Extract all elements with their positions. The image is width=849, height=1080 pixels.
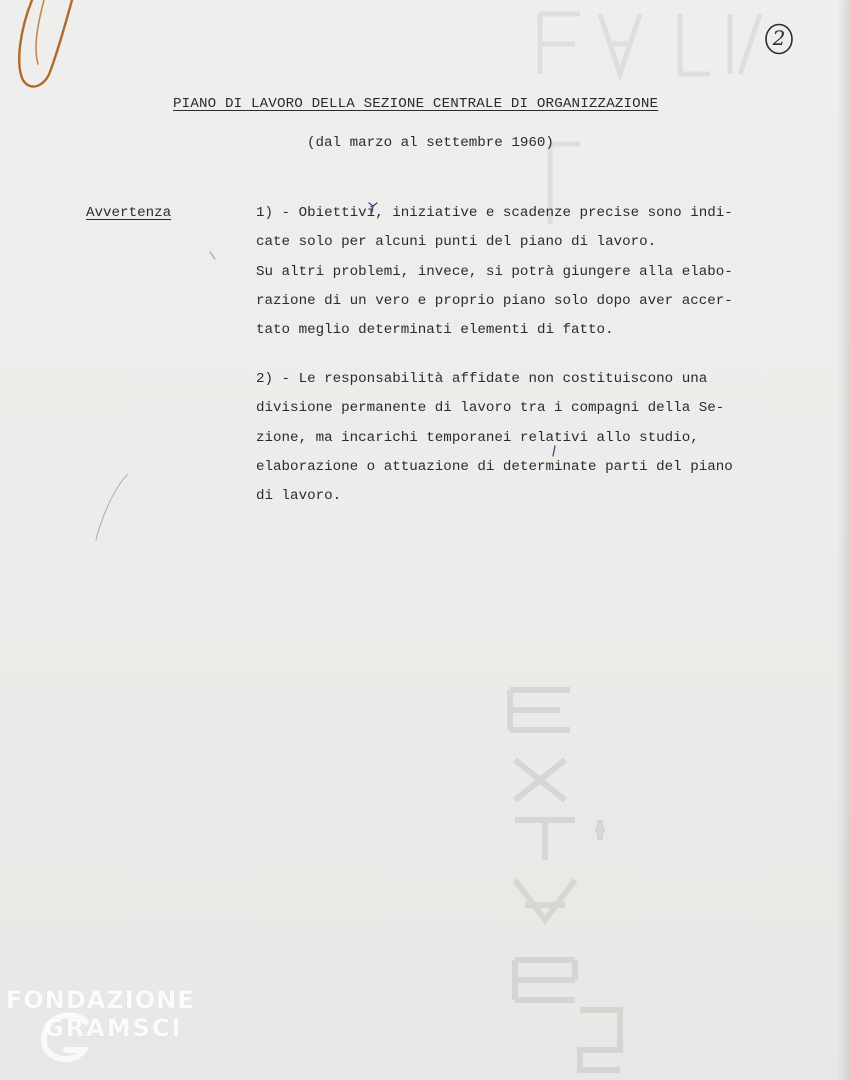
paragraph-line: tato meglio determinati elementi di fatto.	[256, 322, 614, 339]
paragraph-1	[256, 199, 733, 345]
paragraph-line: razione di un vero e proprio piano solo dopo aver accer-	[256, 292, 733, 309]
paper-clip-icon	[14, 0, 84, 100]
paragraph-line: di lavoro.	[256, 488, 342, 505]
paragraph-line: 1) - Obiettivi, iniziative e scadenze precise sono indi-	[256, 205, 733, 221]
bleed-through-decoration	[470, 0, 830, 1080]
page-number-text: 2	[772, 26, 786, 50]
page-subtitle: (dal marzo al settembre 1960)	[307, 135, 554, 151]
page-number	[764, 22, 794, 56]
paragraph-line: Su altri problemi, invece, si potrà giungere alla elabo-	[256, 263, 733, 280]
section-label-avvertenza: Avvertenza	[86, 205, 172, 221]
logo-text-line1: FONDAZIONE	[6, 986, 195, 1014]
pen-stroke-margin	[92, 470, 132, 544]
paragraph-line: cate solo per alcuni punti del piano di lavoro.	[256, 234, 657, 251]
paragraph-line: zione, ma incarichi temporanei relativi allo studio,	[256, 429, 699, 446]
page-title: PIANO DI LAVORO DELLA SEZIONE CENTRALE DI ORGANIZZAZIONE	[173, 96, 659, 112]
paragraph-line: elaborazione o attuazione di determinate parti del piano	[256, 458, 733, 475]
paragraph-line: 2) - Le responsabilità affidate non costituiscono una	[256, 371, 708, 387]
fondazione-gramsci-logo	[6, 984, 216, 1074]
logo-text-line2: GRAMSCI	[44, 1014, 183, 1042]
pen-tick-small	[208, 250, 218, 264]
page-edge-shadow	[837, 0, 849, 1080]
paragraph-2	[256, 365, 733, 511]
paragraph-line: divisione permanente di lavoro tra i compagni della Se-	[256, 400, 725, 417]
